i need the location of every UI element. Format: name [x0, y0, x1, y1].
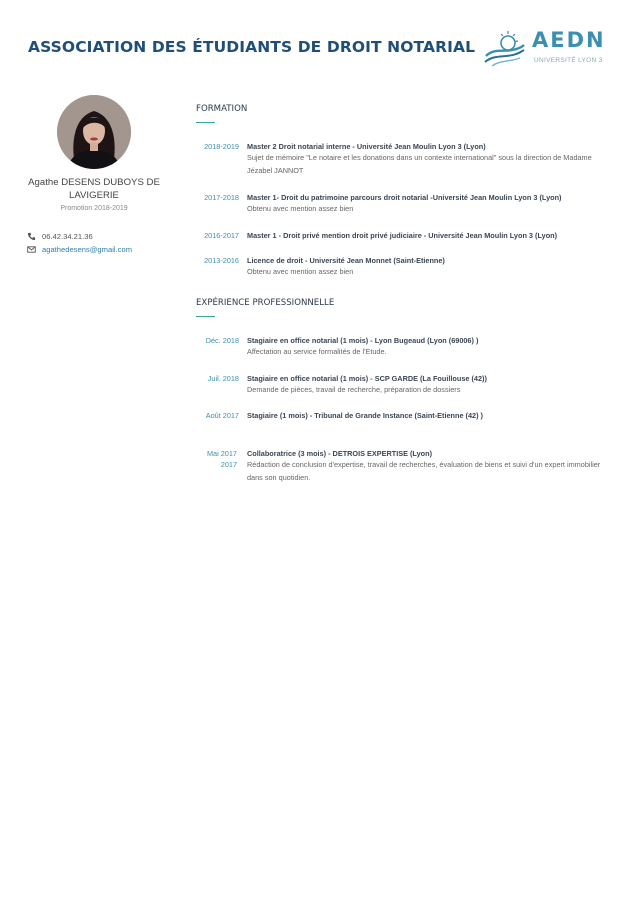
- experience-heading: EXPÉRIENCE PROFESSIONNELLE: [196, 298, 335, 308]
- logo-mark-icon: [482, 26, 526, 70]
- entry-date: Déc. 2018: [205, 336, 239, 345]
- phone-icon: [27, 232, 36, 241]
- entry-description: Obtenu avec mention assez bien: [247, 204, 354, 213]
- formation-underline: [196, 122, 215, 123]
- profile-photo-icon: [57, 95, 131, 169]
- entry-title: Master 1 - Droit privé mention droit privé judiciaire - Université Jean Moulin Lyon 3 (Lyon): [247, 231, 558, 240]
- entry-title: Stagiaire en office notarial (1 mois) - Lyon Bugeaud (Lyon (69006) ): [247, 336, 479, 345]
- entry-description: Sujet de mémoire "Le notaire et les donations dans un contexte international" sous la direction de Madame Jézabel JANNOT: [247, 153, 592, 175]
- email-link[interactable]: agathedesens@gmail.com: [42, 245, 133, 254]
- entry-date: 2013-2016: [204, 256, 239, 265]
- entry-description: Obtenu avec mention assez bien: [247, 267, 354, 276]
- page-title: ASSOCIATION DES ÉTUDIANTS DE DROIT NOTARIAL: [28, 38, 476, 56]
- entry-date: 2018-2019: [204, 142, 239, 151]
- entry-title: Stagiaire (1 mois) - Tribunal de Grande Instance (Saint-Etienne (42) ): [247, 411, 483, 420]
- formation-heading: FORMATION: [196, 104, 248, 114]
- email-contact[interactable]: [27, 245, 132, 254]
- entry-title: Stagiaire en office notarial (1 mois) - SCP GARDE (La Fouillouse (42)): [247, 374, 487, 383]
- aedn-logo: [482, 26, 606, 70]
- entry-title: Master 2 Droit notarial interne - Université Jean Moulin Lyon 3 (Lyon): [247, 142, 486, 151]
- entry-title: Master 1- Droit du patrimoine parcours droit notarial -Université Jean Moulin Lyon 3 (Lyon): [247, 193, 562, 202]
- entry-description: Rédaction de conclusion d'expertise, travail de recherches, évaluation de biens et suivi d'un expert immobilier dans son quotidien.: [247, 460, 601, 482]
- phone-number: 06.42.34.21.36: [42, 232, 93, 241]
- phone-contact: [27, 232, 93, 241]
- avatar: [57, 95, 131, 169]
- entry-description: Demande de pièces, travail de recherche, préparation de dossiers: [247, 385, 461, 394]
- entry-title: Licence de droit - Université Jean Monnet (Saint-Etienne): [247, 256, 445, 265]
- person-name: Agathe DESENS DUBOYS DE LAVIGERIE: [28, 177, 160, 201]
- entry-description: Affectation au service formalités de l'Etude.: [247, 347, 387, 356]
- experience-underline: [196, 316, 215, 317]
- promotion-label: Promotion 2018-2019: [60, 205, 128, 212]
- logo-name: AEDN: [532, 28, 606, 52]
- entry-date: Mai 2017 2017: [206, 449, 237, 469]
- entry-date: Juil. 2018: [207, 374, 239, 383]
- envelope-icon: [27, 245, 36, 254]
- entry-date: 2017-2018: [204, 193, 239, 202]
- entry-title: Collaboratrice (3 mois) - DETROIS EXPERTISE (Lyon): [247, 449, 433, 458]
- logo-subtitle: UNIVERSITÉ LYON 3: [534, 57, 603, 64]
- entry-date: Août 2017: [205, 411, 239, 420]
- entry-date: 2016-2017: [204, 231, 239, 240]
